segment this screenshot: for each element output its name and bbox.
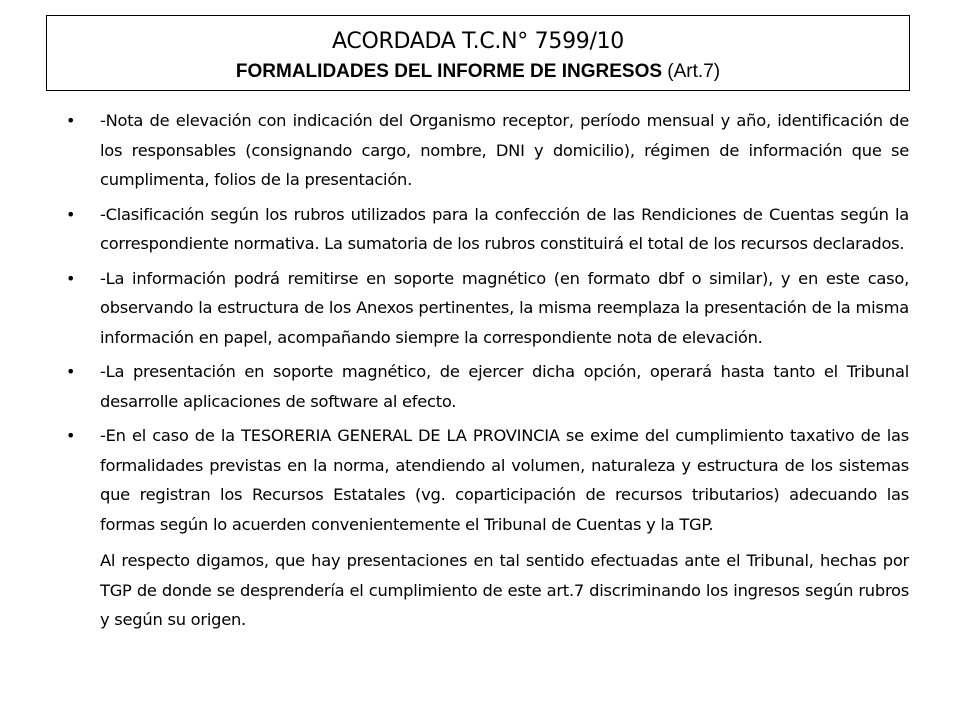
list-item-text: -Clasificación según los rubros utilizados para la confección de las Rendiciones de Cuentas según la correspondiente normativa. La sumatoria de los rubros constituirá el total de los recursos declarados.: [100, 204, 909, 253]
bullet-icon: •: [66, 426, 76, 445]
bullet-icon: •: [66, 268, 76, 288]
list-item-text: -La información podrá remitirse en soporte magnético (en formato dbf o similar), y en este caso, observando la estructura de los Anexos pertinentes, la misma reemplaza la presentación de la misma información en papel, acompañando siempre la correspondiente nota de elevación.: [100, 268, 909, 347]
subtitle-article: (Art.7): [662, 61, 721, 82]
subtitle-bold: FORMALIDADES DEL INFORME DE INGRESOS: [235, 61, 663, 82]
list-item: [67, 357, 909, 416]
list-item-text: -Nota de elevación con indicación del Organismo receptor, período mensual y año, identificación de los responsables (consignando cargo, nombre, DNI y domicilio), régimen de información que se cumplimenta, folios de la presentación.: [100, 111, 909, 189]
list-item: [67, 106, 909, 195]
page-title: ACORDADA T.C.N° 7599/10: [332, 29, 624, 54]
list-item-text: -La presentación en soporte magnético, de ejercer dicha opción, operará hasta tanto el Tribunal desarrolle aplicaciones de software al efecto.: [100, 362, 909, 411]
page-subtitle: [47, 60, 909, 84]
bullet-icon: •: [66, 362, 76, 381]
closing-paragraph: Al respecto digamos, que hay presentaciones en tal sentido efectuadas ante el Tribunal, hechas por TGP de donde se desprendería el cumplimiento de este art.7 discriminando los ingresos según rubros y según su origen.: [100, 551, 909, 629]
list-item: [67, 264, 909, 353]
list-item: [67, 200, 909, 259]
list-item: [67, 421, 909, 539]
title-box: [46, 15, 910, 91]
list-item-text: -En el caso de la TESORERIA GENERAL DE LA PROVINCIA se exime del cumplimiento taxativo de las formalidades previstas en la norma, atendiendo al volumen, naturaleza y estructura de los sistemas que registran los Recursos Estatales (vg. coparticipación de recursos tributarios) adecuando las formas según lo acuerden convenientemente el Tribunal de Cuentas y la TGP.: [100, 426, 909, 534]
bullet-icon: •: [66, 111, 76, 130]
bullet-icon: •: [66, 204, 76, 224]
content-area: [67, 106, 909, 635]
